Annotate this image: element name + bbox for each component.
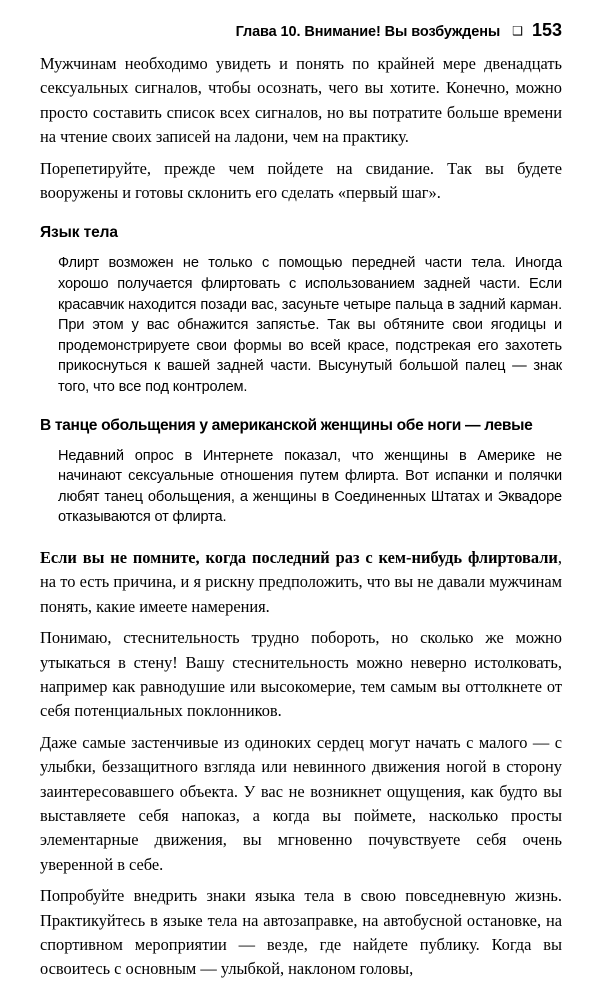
- spacer: [40, 150, 562, 157]
- paragraph-3-rest: , на то есть причина, и я рискну предположить, что вы не давали мужчинам понять, какие имеете намерения.: [40, 547, 562, 616]
- paragraph-4: Понимаю, стеснительность трудно побороть, но сколько же можно утыкаться в стену! Вашу стеснительность можно неверно истолковать, например как равнодушие или высокомерие, тем самым вы оттолкнете от себя потенциальных поклонников.: [40, 628, 562, 721]
- page-number: 153: [531, 20, 562, 40]
- paragraph-6: Попробуйте внедрить знаки языка тела в свою повседневную жизнь. Практикуйтесь в языке тела на автозаправке, на автобусной остановке, на спортивном мероприятии — везде, где найдете публику. Когда вы освоитесь с основным — улыбкой, наклоном головы,: [40, 886, 562, 979]
- paragraph-5: Даже самые застенчивые из одиноких сердец могут начать с малого — с улыбки, беззащитного взгляда или невинного движения ногой в сторону заинтересовавшего объекта. У вас не возникнет ощущения, как будто вы выставляете себя напоказ, а когда вы поймете, насколько просты элементарные движения, вы мгновенно почувствуете себя очень уверенной в себе.: [40, 732, 562, 874]
- spacer: [40, 619, 562, 626]
- spacer: [40, 398, 562, 416]
- hollow-square-icon: ❑: [512, 24, 523, 38]
- sans-block-2: Недавний опрос в Интернете показал, что женщины в Америке не начинают сексуальные отношения путем флирта. Вот испанки и полячки любят танец обольщения, а женщины в Соединенных Штатах и Эквадоре отказываются от флирта.: [58, 447, 562, 526]
- running-head-chapter-title: Глава 10. Внимание! Вы возбуждены: [235, 24, 501, 40]
- spacer: [40, 436, 562, 446]
- running-head: [40, 20, 562, 46]
- paragraph-2: Порепетируйте, прежде чем пойдете на свидание. Так вы будете вооружены и готовы склонить его сделать «первый шаг».: [40, 158, 562, 203]
- spacer: [40, 877, 562, 884]
- heading-dance-of-seduction: В танце обольщения у американской женщины обе ноги — левые: [40, 416, 533, 434]
- spacer: [40, 205, 562, 223]
- paragraph-3-bold-lead: Если вы не помните, когда последний раз с кем-нибудь флиртовали: [40, 547, 558, 567]
- paragraph-3: [40, 546, 562, 619]
- paragraph-1: Мужчинам необходимо увидеть и понять по крайней мере двенадцать сексуальных сигналов, чтобы осознать, чего вы хотите. Конечно, можно просто составить список всех сигналов, но вы потратите больше времени на чтение своих записей на ладони, чем на практику.: [40, 54, 562, 147]
- spacer: [40, 528, 562, 546]
- text-column: [40, 52, 562, 982]
- spacer: [40, 243, 562, 253]
- heading-body-language: Язык тела: [40, 224, 118, 242]
- sans-block-1: Флирт возможен не только с помощью передней части тела. Иногда хорошо получается флиртовать с использованием задней части. Если красавчик находится позади вас, засуньте четыре пальца в задний карман. При этом у вас обнажится запястье. Так вы обтяните свои ягодицы и продемонстрируете свои формы во всей красе, подстрекая его захотеть прикоснуться к вашей задней части. Высунутый большой палец — знак того, что все под контролем.: [58, 255, 562, 395]
- spacer: [40, 724, 562, 731]
